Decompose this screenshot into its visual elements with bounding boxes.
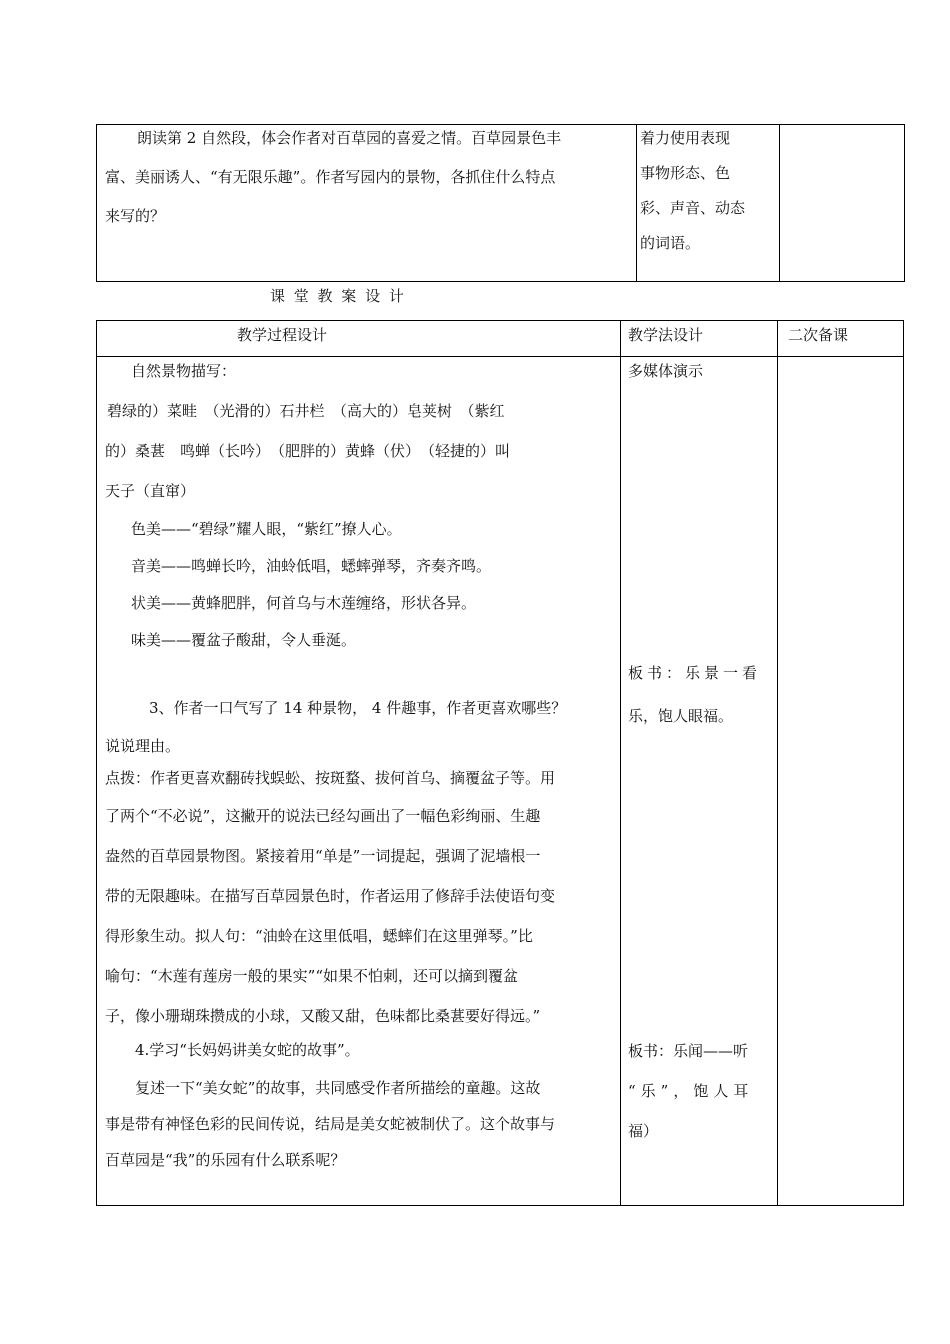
text-line: 状美——黄蜂肥胖，何首乌与木莲缠络，形状各异。 bbox=[131, 594, 477, 612]
text-line: 百草园是“我”的乐园有什么联系呢？ bbox=[105, 1151, 346, 1169]
text-line: 4.学习“长妈妈讲美女蛇的故事”。 bbox=[135, 1041, 360, 1059]
text-line: 着力使用表现 bbox=[640, 129, 731, 147]
text-line: 来写的？ bbox=[105, 207, 166, 225]
text-line: 彩、声音、动态 bbox=[640, 199, 746, 217]
text-line: 音美——鸣蝉长吟，油蛉低唱，蟋蟀弹琴，齐奏齐鸣。 bbox=[131, 557, 492, 575]
method-board-2b: “乐”，饱人耳 bbox=[628, 1082, 754, 1100]
text-line: 碧绿的）菜畦 （光滑的）石井栏 （高大的）皂荚树 （紫红 bbox=[107, 402, 505, 420]
text-line: 富、美丽诱人、“有无限乐趣”。作者写园内的景物，各抓住什么特点 bbox=[105, 168, 556, 186]
text-line: 带的无限趣味。在描写百草园景色时，作者运用了修辞手法使语句变 bbox=[105, 887, 556, 905]
header-row-divider bbox=[96, 356, 904, 357]
text-line: 子，像小珊瑚珠攒成的小球，又酸又甜，色味都比桑葚要好得远。” bbox=[105, 1007, 541, 1025]
main-table-divider-2 bbox=[777, 320, 778, 1206]
method-board-2c: 福） bbox=[628, 1122, 659, 1140]
text-line: 了两个“不必说”，这撇开的说法已经勾画出了一幅色彩绚丽、生趣 bbox=[105, 807, 541, 825]
main-table-divider-1 bbox=[620, 320, 621, 1206]
header-method: 教学法设计 bbox=[628, 326, 704, 344]
header-process: 教学过程设计 bbox=[237, 326, 328, 344]
text-line: 3、作者一口气写了 14 种景物， 4 件趣事，作者更喜欢哪些？ bbox=[149, 699, 567, 717]
top-left-cell-text bbox=[105, 128, 561, 245]
text-line: 味美——覆盆子酸甜，令人垂涎。 bbox=[131, 631, 357, 649]
text-line: 事是带有神怪色彩的民间传说，结局是美女蛇被制伏了。这个故事与 bbox=[105, 1115, 556, 1133]
text-line: 说说理由。 bbox=[105, 737, 181, 755]
text-line: 的词语。 bbox=[640, 234, 701, 252]
text-line: 天子（直窜） bbox=[105, 482, 196, 500]
text-line: 喻句：“木莲有莲房一般的果实”“如果不怕刺，还可以摘到覆盆 bbox=[105, 967, 519, 985]
method-multimedia: 多媒体演示 bbox=[628, 362, 704, 380]
text-line: 事物形态、色 bbox=[640, 164, 731, 182]
method-board-2a: 板书：乐闻——听 bbox=[628, 1042, 749, 1060]
top-table-divider-1 bbox=[636, 124, 637, 282]
text-line: 朗读第 2 自然段，体会作者对百草园的喜爱之情。百草园景色丰 bbox=[137, 129, 562, 147]
text-line: 复述一下“美女蛇”的故事，共同感受作者所描绘的童趣。这故 bbox=[135, 1079, 541, 1097]
text-line: 得形象生动。拟人句：“油蛉在这里低唱，蟋蟀们在这里弹琴。”比 bbox=[105, 927, 533, 945]
text-line: 盎然的百草园景物图。紧接着用“单是”一词提起，强调了泥墙根一 bbox=[105, 847, 541, 865]
top-table-divider-2 bbox=[779, 124, 780, 282]
section-title: 课 堂 教 案 设 计 bbox=[270, 287, 406, 305]
method-board-1a: 板书：乐景一看 bbox=[628, 664, 762, 682]
text-line: 的）桑葚 鸣蝉（长吟） （肥胖的）黄蜂（伏） （轻捷的）叫 bbox=[105, 442, 511, 460]
text-line: 色美——“碧绿”耀人眼，“紫红”撩人心。 bbox=[131, 520, 402, 538]
text-line: 点拨：作者更喜欢翻砖找蜈蚣、按斑蝥、拔何首乌、摘覆盆子等。用 bbox=[105, 769, 556, 787]
top-middle-cell-text bbox=[640, 128, 745, 268]
header-backup: 二次备课 bbox=[788, 326, 849, 344]
method-board-1b: 乐，饱人眼福。 bbox=[628, 707, 734, 725]
text-line: 自然景物描写： bbox=[131, 362, 237, 380]
process-cell-text bbox=[105, 361, 566, 1186]
